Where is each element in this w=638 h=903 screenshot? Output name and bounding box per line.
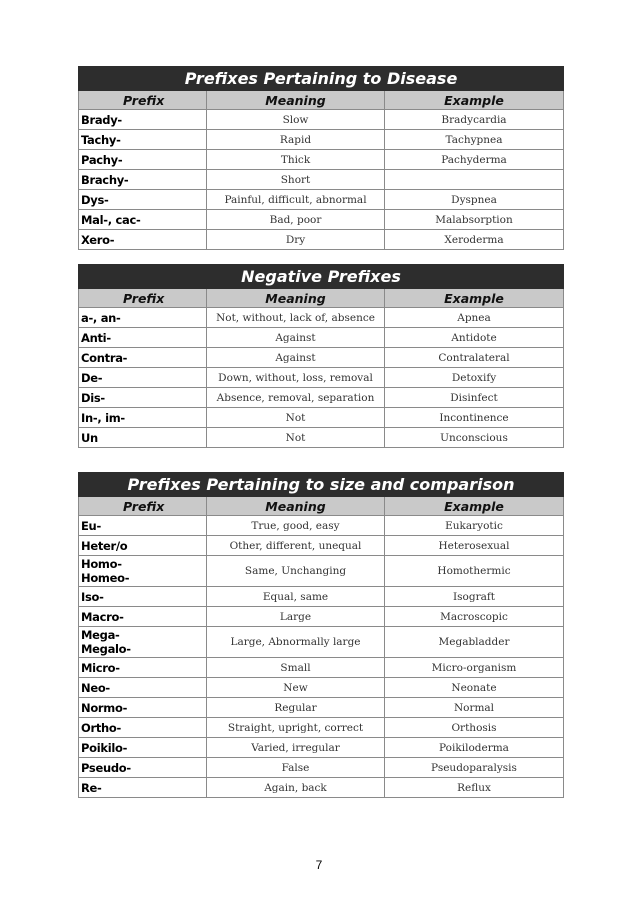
meaning-cell: Bad, poor [207,210,385,230]
table-row [79,738,564,758]
meaning-cell: Absence, removal, separation [207,388,385,408]
prefix-cell [79,170,207,190]
meaning-cell: Straight, upright, correct [207,718,385,738]
prefix-text: Mal-, cac- [81,212,141,227]
table-row [79,368,564,388]
table-row [79,190,564,210]
prefix-cell [79,587,207,607]
example-cell: Pachyderma [385,150,564,170]
table-row [79,778,564,798]
table-row [79,658,564,678]
table-negative-prefixes [78,264,564,448]
column-header-prefix: Prefix [79,289,207,308]
meaning-cell: Slow [207,110,385,130]
prefix-text: Pseudo- [81,760,131,775]
prefix-cell [79,348,207,368]
column-header-meaning: Meaning [207,289,385,308]
meaning-cell: Against [207,328,385,348]
prefix-text: Dys- [81,192,109,207]
table-row [79,516,564,536]
example-cell: Contralateral [385,348,564,368]
table-row [79,536,564,556]
prefix-text-alt: Homeo- [81,571,130,585]
column-header-meaning: Meaning [207,91,385,110]
prefix-cell [79,368,207,388]
table-row [79,210,564,230]
example-cell [385,170,564,190]
example-cell: Micro-organism [385,658,564,678]
table-row [79,428,564,448]
meaning-cell: Painful, difficult, abnormal [207,190,385,210]
example-cell: Heterosexual [385,536,564,556]
prefix-cell [79,388,207,408]
meaning-cell: Down, without, loss, removal [207,368,385,388]
prefix-text: Contra- [81,350,128,365]
example-cell: Antidote [385,328,564,348]
prefix-text: Re- [81,780,102,795]
example-cell: Normal [385,698,564,718]
prefix-text: Xero- [81,232,115,247]
meaning-cell: Thick [207,150,385,170]
example-cell: Xeroderma [385,230,564,250]
prefix-text: Anti- [81,330,111,345]
example-cell: Apnea [385,308,564,328]
meaning-cell: Same, Unchanging [207,556,385,587]
meaning-cell: Not [207,408,385,428]
prefix-cell [79,698,207,718]
prefix-text: In-, im- [81,410,125,425]
example-cell: Disinfect [385,388,564,408]
prefix-text: Normo- [81,700,128,715]
example-cell: Tachypnea [385,130,564,150]
prefix-text: Dis- [81,390,105,405]
prefix-text: Mega- [81,628,120,642]
table-row [79,758,564,778]
meaning-cell: Equal, same [207,587,385,607]
example-cell: Poikiloderma [385,738,564,758]
meaning-cell: Regular [207,698,385,718]
example-cell: Detoxify [385,368,564,388]
table-row [79,698,564,718]
table-row [79,150,564,170]
example-cell: Macroscopic [385,607,564,627]
prefix-cell [79,778,207,798]
prefix-cell [79,230,207,250]
prefix-cell [79,607,207,627]
meaning-cell: New [207,678,385,698]
table-row [79,678,564,698]
table-row [79,328,564,348]
prefix-text: Neo- [81,680,110,695]
table-row [79,348,564,368]
example-cell: Megabladder [385,627,564,658]
table-size-comparison-prefixes [78,472,564,798]
table-title: Negative Prefixes [79,265,564,289]
prefix-text: Iso- [81,589,104,604]
example-cell: Homothermic [385,556,564,587]
meaning-cell: Large, Abnormally large [207,627,385,658]
example-cell: Unconscious [385,428,564,448]
example-cell: Isograft [385,587,564,607]
table-row [79,408,564,428]
prefix-cell [79,718,207,738]
prefix-text: Ortho- [81,720,122,735]
column-header-prefix: Prefix [79,91,207,110]
column-header-example: Example [385,91,564,110]
prefix-cell [79,627,207,658]
example-cell: Reflux [385,778,564,798]
example-cell: Dyspnea [385,190,564,210]
prefix-cell [79,556,207,587]
prefix-cell [79,428,207,448]
prefix-text: Un [81,430,98,445]
meaning-cell: False [207,758,385,778]
prefix-cell [79,190,207,210]
table-row [79,170,564,190]
prefix-text: Brachy- [81,172,129,187]
prefix-cell [79,328,207,348]
table-row [79,308,564,328]
column-header-meaning: Meaning [207,497,385,516]
prefix-text: Pachy- [81,152,123,167]
meaning-cell: Dry [207,230,385,250]
table-row [79,110,564,130]
prefix-text-alt: Megalo- [81,642,131,656]
column-header-prefix: Prefix [79,497,207,516]
table-row [79,130,564,150]
example-cell: Neonate [385,678,564,698]
column-header-example: Example [385,289,564,308]
prefix-cell [79,150,207,170]
prefix-cell [79,110,207,130]
example-cell: Incontinence [385,408,564,428]
prefix-cell [79,738,207,758]
prefix-cell [79,678,207,698]
prefix-text: Brady- [81,112,122,127]
example-cell: Eukaryotic [385,516,564,536]
prefix-cell [79,758,207,778]
meaning-cell: Not, without, lack of, absence [207,308,385,328]
prefix-cell [79,658,207,678]
prefix-text: Micro- [81,660,120,675]
prefix-text: Tachy- [81,132,121,147]
meaning-cell: Short [207,170,385,190]
table-title: Prefixes Pertaining to Disease [79,67,564,91]
table-row [79,627,564,658]
prefix-text: De- [81,370,103,385]
meaning-cell: Small [207,658,385,678]
example-cell: Pseudoparalysis [385,758,564,778]
meaning-cell: Large [207,607,385,627]
meaning-cell: Against [207,348,385,368]
table-row [79,587,564,607]
meaning-cell: Rapid [207,130,385,150]
prefix-cell [79,516,207,536]
prefix-text: Poikilo- [81,740,128,755]
prefix-text: Macro- [81,609,124,624]
meaning-cell: Not [207,428,385,448]
meaning-cell: Again, back [207,778,385,798]
page-number: 7 [315,858,323,872]
prefix-text: Eu- [81,518,101,533]
prefix-text: Homo- [81,557,122,571]
meaning-cell: Other, different, unequal [207,536,385,556]
table-title: Prefixes Pertaining to size and comparison [79,473,564,497]
prefix-cell [79,130,207,150]
prefix-cell [79,210,207,230]
example-cell: Malabsorption [385,210,564,230]
table-row [79,718,564,738]
table-row [79,607,564,627]
prefix-text: Heter/o [81,538,128,553]
table-row [79,230,564,250]
prefix-text: a-, an- [81,310,121,325]
meaning-cell: True, good, easy [207,516,385,536]
prefix-cell [79,536,207,556]
prefix-cell [79,408,207,428]
meaning-cell: Varied, irregular [207,738,385,758]
table-row [79,388,564,408]
example-cell: Bradycardia [385,110,564,130]
example-cell: Orthosis [385,718,564,738]
column-header-example: Example [385,497,564,516]
table-row [79,556,564,587]
table-disease-prefixes [78,66,564,250]
prefix-cell [79,308,207,328]
